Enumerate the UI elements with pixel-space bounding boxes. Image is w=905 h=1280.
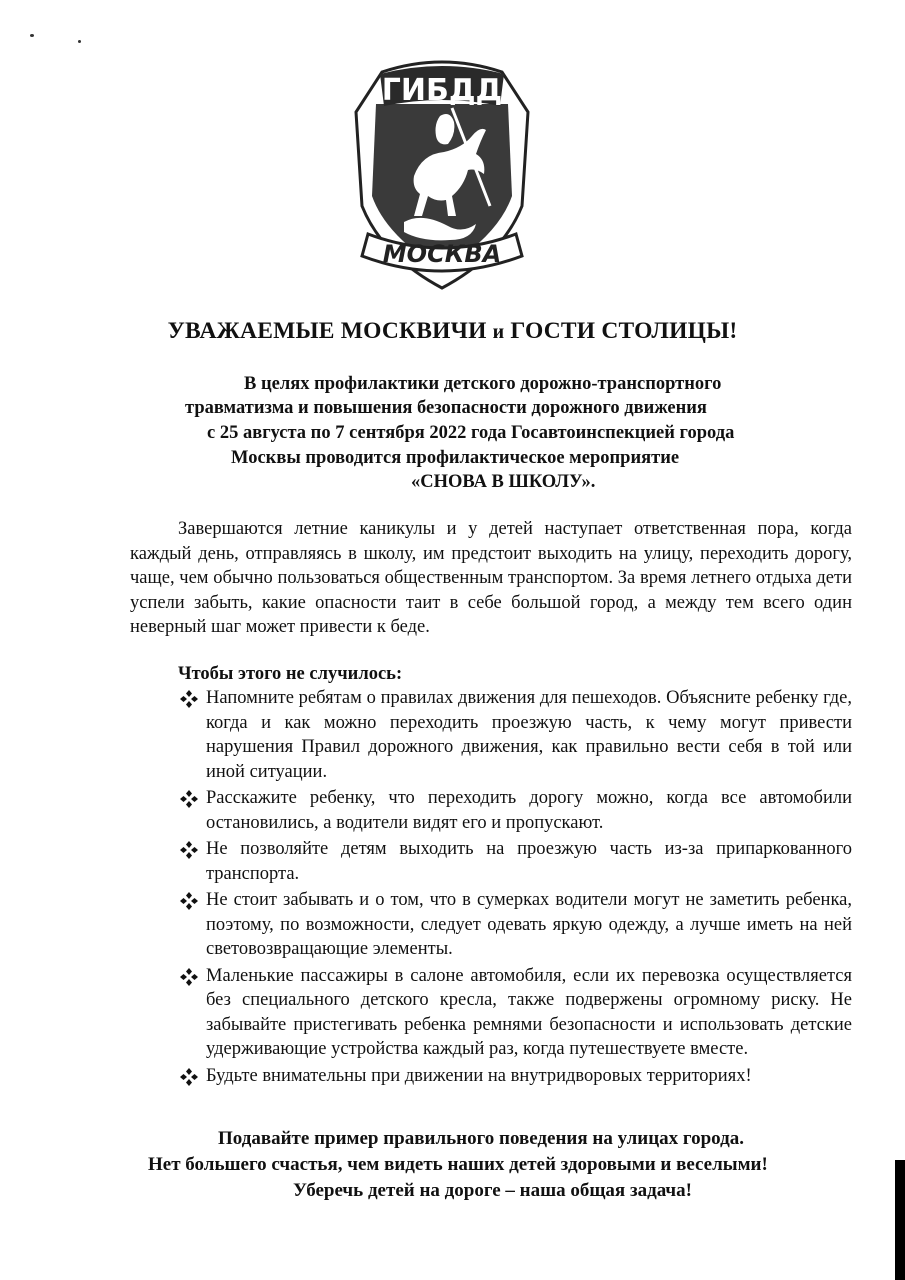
emblem-top-text: ГИБДД bbox=[381, 73, 503, 108]
scan-speck bbox=[78, 40, 81, 43]
closing-line: Нет большего счастья, чем видеть наших детей здоровыми и веселыми! bbox=[148, 1154, 768, 1175]
intro-line: с 25 августа по 7 сентября 2022 года Госавтоинспекцией города bbox=[207, 423, 735, 443]
prevention-heading: Чтобы этого не случилось: bbox=[178, 664, 403, 684]
safety-tips-list bbox=[178, 686, 852, 1090]
intro-line: В целях профилактики детского дорожно-транспортного bbox=[244, 374, 722, 394]
four-diamond-bullet-icon bbox=[179, 891, 199, 911]
closing-line: Подавайте пример правильного поведения на улицах города. bbox=[218, 1128, 744, 1149]
body-paragraph: Завершаются летние каникулы и у детей наступает ответственная пора, когда каждый день, отправляясь в школу, им предстоит выходить на улицу, переходить дорогу, чаще, чем обычно пользоваться общественным транспортом. За время летнего отдыха дети успели забыть, какие опасности таит в себе большой город, а между тем всего один неверный шаг может привести к беде. bbox=[130, 519, 852, 637]
gibdd-moscow-emblem bbox=[352, 56, 532, 290]
intro-line: Москвы проводится профилактическое мероприятие bbox=[231, 448, 680, 468]
list-item: Будьте внимательны при движении на внутридворовых территориях! bbox=[178, 1064, 852, 1089]
four-diamond-bullet-icon bbox=[179, 689, 199, 709]
closing-line: Уберечь детей на дороге – наша общая задача! bbox=[293, 1180, 692, 1201]
list-item: Напомните ребятам о правилах движения для пешеходов. Объясните ребенку где, когда и как можно переходить проезжую часть, к чему могут привести нарушения Правил дорожного движения, как правильно вести себя в той или иной ситуации. bbox=[178, 686, 852, 784]
campaign-name: «СНОВА В ШКОЛУ». bbox=[411, 472, 596, 492]
scan-speck bbox=[30, 34, 34, 37]
list-item: Маленькие пассажиры в салоне автомобиля, если их перевозка осуществляется без специального детского кресла, также подвержены огромному риску. Не забывайте пристегивать ребенка ремнями безопасности и использовать детские удерживающие устройства каждый раз, когда путешествуете вместе. bbox=[178, 964, 852, 1062]
list-item: Расскажите ребенку, что переходить дорогу можно, когда все автомобили остановились, а водители видят его и пропускают. bbox=[178, 786, 852, 835]
four-diamond-bullet-icon bbox=[179, 840, 199, 860]
emblem-bottom-text: МОСКВА bbox=[382, 240, 502, 268]
page-title: УВАЖАЕМЫЕ МОСКВИЧИ и ГОСТИ СТОЛИЦЫ! bbox=[167, 318, 738, 344]
four-diamond-bullet-icon bbox=[179, 967, 199, 987]
intro-line: травматизма и повышения безопасности дорожного движения bbox=[185, 398, 707, 418]
list-item: Не стоит забывать и о том, что в сумерках водители могут не заметить ребенка, поэтому, по возможности, следует одевать яркую одежду, а лучше иметь на ней световозвращающие элементы. bbox=[178, 888, 852, 962]
four-diamond-bullet-icon bbox=[179, 1067, 199, 1087]
four-diamond-bullet-icon bbox=[179, 789, 199, 809]
scan-edge-mark bbox=[895, 1160, 905, 1280]
list-item: Не позволяйте детям выходить на проезжую часть из-за припаркованного транспорта. bbox=[178, 837, 852, 886]
